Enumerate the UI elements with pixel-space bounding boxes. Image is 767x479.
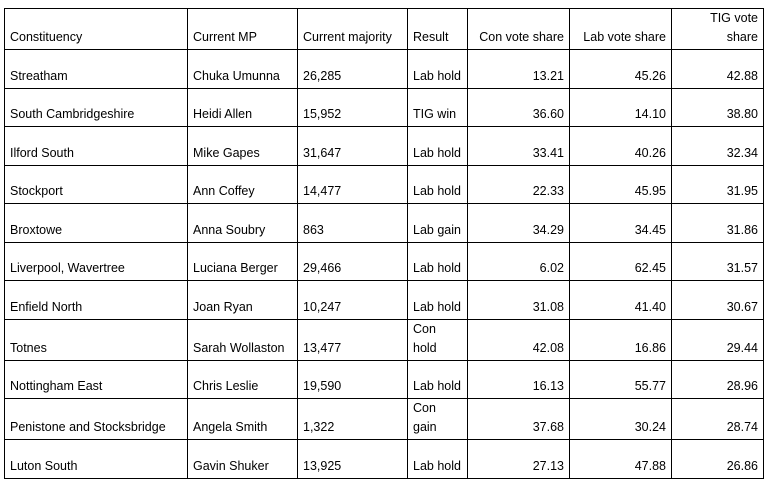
header-current-mp: Current MP [188,9,298,50]
table-row [5,281,764,320]
current-mp-cell: Joan Ryan [188,281,298,320]
table-row [5,165,764,204]
result-cell: Lab hold [408,50,468,89]
current-mp-cell: Ann Coffey [188,165,298,204]
current-mp-cell: Angela Smith [188,399,298,440]
current-majority-cell: 863 [298,204,408,243]
current-majority-cell: 19,590 [298,360,408,399]
current-mp-cell: Gavin Shuker [188,440,298,479]
header-current-majority: Current majority [298,9,408,50]
table-row [5,88,764,127]
current-mp-cell: Anna Soubry [188,204,298,243]
table-row [5,127,764,166]
constituency-cell: Totnes [5,319,188,360]
tig-vote-share-cell: 31.95 [672,165,764,204]
header-tig-vote-share: TIG vote share [672,9,764,50]
lab-vote-share-cell: 55.77 [570,360,672,399]
table-row [5,360,764,399]
constituency-cell: Ilford South [5,127,188,166]
header-constituency: Constituency [5,9,188,50]
con-vote-share-cell: 13.21 [468,50,570,89]
table-row [5,319,764,360]
con-vote-share-cell: 42.08 [468,319,570,360]
lab-vote-share-cell: 45.95 [570,165,672,204]
tig-vote-share-cell: 42.88 [672,50,764,89]
constituency-cell: Nottingham East [5,360,188,399]
current-mp-cell: Chris Leslie [188,360,298,399]
result-cell: TIG win [408,88,468,127]
current-mp-cell: Heidi Allen [188,88,298,127]
constituency-cell: Enfield North [5,281,188,320]
current-majority-cell: 29,466 [298,242,408,281]
con-vote-share-cell: 37.68 [468,399,570,440]
constituency-cell: Luton South [5,440,188,479]
con-vote-share-cell: 27.13 [468,440,570,479]
header-result: Result [408,9,468,50]
result-cell: Lab hold [408,281,468,320]
constituency-cell: Streatham [5,50,188,89]
current-majority-cell: 13,925 [298,440,408,479]
header-row [5,9,764,50]
table-row [5,204,764,243]
con-vote-share-cell: 36.60 [468,88,570,127]
constituency-cell: Broxtowe [5,204,188,243]
tig-vote-share-cell: 28.96 [672,360,764,399]
lab-vote-share-cell: 40.26 [570,127,672,166]
con-vote-share-cell: 22.33 [468,165,570,204]
lab-vote-share-cell: 14.10 [570,88,672,127]
tig-vote-share-cell: 28.74 [672,399,764,440]
result-cell: Con gain [408,399,468,440]
current-majority-cell: 1,322 [298,399,408,440]
tig-vote-share-cell: 29.44 [672,319,764,360]
tig-vote-share-cell: 31.86 [672,204,764,243]
table-body [5,50,764,479]
current-majority-cell: 13,477 [298,319,408,360]
constituency-cell: South Cambridgeshire [5,88,188,127]
constituency-cell: Liverpool, Wavertree [5,242,188,281]
constituency-cell: Stockport [5,165,188,204]
con-vote-share-cell: 31.08 [468,281,570,320]
tig-vote-share-cell: 30.67 [672,281,764,320]
current-mp-cell: Luciana Berger [188,242,298,281]
lab-vote-share-cell: 47.88 [570,440,672,479]
table-row [5,399,764,440]
con-vote-share-cell: 16.13 [468,360,570,399]
result-cell: Con hold [408,319,468,360]
tig-vote-share-cell: 26.86 [672,440,764,479]
table-row [5,50,764,89]
table-container [4,8,764,479]
table-row [5,440,764,479]
current-majority-cell: 10,247 [298,281,408,320]
tig-vote-share-cell: 31.57 [672,242,764,281]
table-row [5,242,764,281]
current-mp-cell: Mike Gapes [188,127,298,166]
current-mp-cell: Chuka Umunna [188,50,298,89]
lab-vote-share-cell: 45.26 [570,50,672,89]
header-lab-vote-share: Lab vote share [570,9,672,50]
con-vote-share-cell: 6.02 [468,242,570,281]
current-mp-cell: Sarah Wollaston [188,319,298,360]
lab-vote-share-cell: 16.86 [570,319,672,360]
tig-vote-share-cell: 38.80 [672,88,764,127]
lab-vote-share-cell: 62.45 [570,242,672,281]
header-con-vote-share: Con vote share [468,9,570,50]
tig-vote-share-cell: 32.34 [672,127,764,166]
result-cell: Lab hold [408,242,468,281]
current-majority-cell: 26,285 [298,50,408,89]
result-cell: Lab hold [408,440,468,479]
lab-vote-share-cell: 41.40 [570,281,672,320]
con-vote-share-cell: 34.29 [468,204,570,243]
results-table [4,8,764,479]
lab-vote-share-cell: 30.24 [570,399,672,440]
constituency-cell: Penistone and Stocksbridge [5,399,188,440]
lab-vote-share-cell: 34.45 [570,204,672,243]
result-cell: Lab hold [408,360,468,399]
result-cell: Lab gain [408,204,468,243]
current-majority-cell: 15,952 [298,88,408,127]
result-cell: Lab hold [408,127,468,166]
current-majority-cell: 31,647 [298,127,408,166]
result-cell: Lab hold [408,165,468,204]
con-vote-share-cell: 33.41 [468,127,570,166]
current-majority-cell: 14,477 [298,165,408,204]
